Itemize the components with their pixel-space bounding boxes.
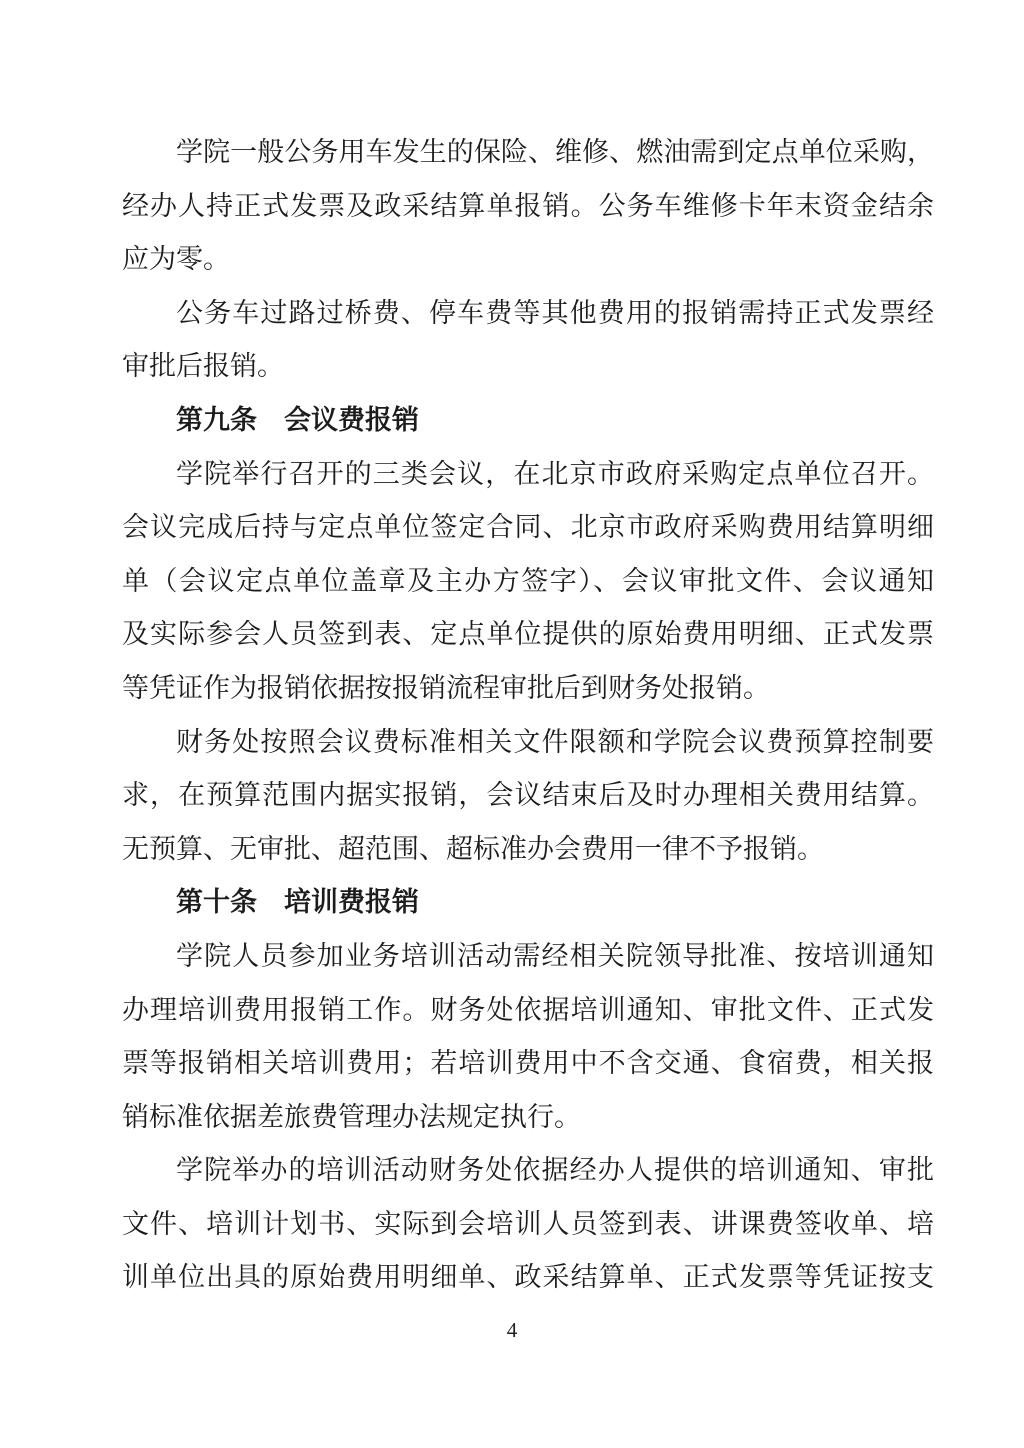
- text-line: 第九条 会议费报销: [176, 404, 419, 435]
- section-heading: [122, 394, 934, 448]
- text-line: 办理培训费用报销工作。财务处依据培训通知、审批文件、正式发: [122, 994, 934, 1025]
- text-line: 求，在预算范围内据实报销，会议结束后及时办理相关费用结算。: [122, 780, 934, 811]
- paragraph: [122, 287, 934, 394]
- text-line: 无预算、无审批、超范围、超标准办会费用一律不予报销。: [122, 833, 824, 864]
- text-line: 训单位出具的原始费用明细单、政采结算单、正式发票等凭证按支: [122, 1262, 934, 1293]
- page-number: 4: [506, 1318, 518, 1342]
- text-line: 等凭证作为报销依据按报销流程审批后到财务处报销。: [122, 672, 770, 703]
- paragraph: [122, 716, 934, 877]
- paragraph: [122, 448, 934, 716]
- paragraph: [122, 1144, 934, 1305]
- text-line: 学院举行召开的三类会议，在北京市政府采购定点单位召开。: [176, 458, 934, 489]
- paragraph: [122, 126, 934, 287]
- text-line: 审批后报销。: [122, 351, 284, 382]
- text-line: 应为零。: [122, 244, 230, 275]
- document-body: [122, 126, 934, 1305]
- text-line: 会议完成后持与定点单位签定合同、北京市政府采购费用结算明细: [122, 512, 934, 543]
- text-line: 学院人员参加业务培训活动需经相关院领导批准、按培训通知: [176, 940, 934, 971]
- text-line: 及实际参会人员签到表、定点单位提供的原始费用明细、正式发票: [122, 619, 934, 650]
- text-line: 经办人持正式发票及政采结算单报销。公务车维修卡年末资金结余: [122, 190, 934, 221]
- section-heading: [122, 876, 934, 930]
- text-line: 票等报销相关培训费用；若培训费用中不含交通、食宿费，相关报: [122, 1048, 934, 1079]
- text-line: 财务处按照会议费标准相关文件限额和学院会议费预算控制要: [176, 726, 934, 757]
- text-line: 第十条 培训费报销: [176, 887, 419, 918]
- text-line: 学院举办的培训活动财务处依据经办人提供的培训通知、审批: [176, 1155, 934, 1186]
- text-line: 单（会议定点单位盖章及主办方签字）、会议审批文件、会议通知: [122, 565, 934, 596]
- text-line: 学院一般公务用车发生的保险、维修、燃油需到定点单位采购，: [176, 137, 934, 167]
- text-line: 销标准依据差旅费管理办法规定执行。: [122, 1101, 581, 1132]
- text-line: 公务车过路过桥费、停车费等其他费用的报销需持正式发票经: [176, 297, 934, 328]
- text-line: 文件、培训计划书、实际到会培训人员签到表、讲课费签收单、培: [122, 1208, 934, 1239]
- paragraph: [122, 930, 934, 1144]
